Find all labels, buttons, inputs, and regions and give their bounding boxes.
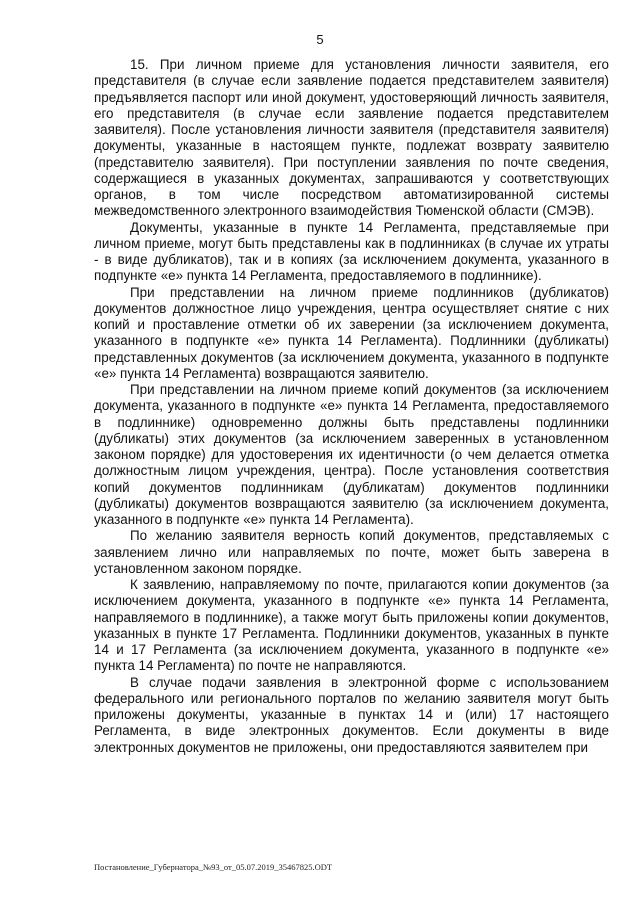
- paragraph-certification: По желанию заявителя верность копий документов, представляемых с заявлением лично или направляемых по почте, может быть заверена в установленном законом порядке.: [94, 528, 609, 576]
- paragraph-postal: К заявлению, направляемому по почте, прилагаются копии документов (за исключением документа, указанного в подпункте «е» пункта 14 Регламента, направляемого в подлиннике), а также могут быть приложены копии документов, указанных в пункте 17 Регламента. Подлинники документов, указанных в пункте 14 и 17 Регламента (за исключением документа, указанного в подпункте «е» пункта 14 Регламента) по почте не направляются.: [94, 577, 609, 674]
- paragraph-15: 15. При личном приеме для установления личности заявителя, его представителя (в случае если заявление подается представителем заявителя) предъявляется паспорт или иной документ, удостоверяющий личность заявителя, его представителя (в случае если заявление подается представителем заявителя). После установления личности заявителя (представителя заявителя) документы, указанные в настоящем пункте, подлежат возврату заявителю (представителю заявителя). При поступлении заявления по почте сведения, содержащиеся в указанных документах, запрашиваются у соответствующих органов, в том числе посредством автоматизированной системы межведомственного электронного взаимодействия Тюменской области (СМЭВ).: [94, 57, 609, 219]
- document-body: [94, 57, 609, 756]
- document-footer: Постановление_Губернатора_№93_от_05.07.2019_35467825.ODT: [94, 862, 333, 872]
- paragraph-originals-or-copies: Документы, указанные в пункте 14 Регламента, представляемые при личном приеме, могут быть представлены как в подлинниках (в случае их утраты - в виде дубликатов), так и в копиях (за исключением документа, указанного в подпункте «е» пункта 14 Регламента, предоставляемого в подлиннике).: [94, 219, 609, 284]
- paragraph-copies-presented: При представлении на личном приеме копий документов (за исключением документа, указанного в подпункте «е» пункта 14 Регламента, предоставляемого в подлиннике) одновременно должны быть представлены подлинники (дубликаты) этих документов (за исключением заверенных в установленном законом порядке) для удостоверения их идентичности (о чем делается отметка должностным лицом учреждения, центра). После установления соответствия копий документов подлинникам (дубликатам) документов подлинники (дубликаты) документов возвращаются заявителю (за исключением документа, указанного в подпункте «е» пункта 14 Регламента).: [94, 382, 609, 527]
- page-number: 5: [316, 32, 324, 47]
- paragraph-originals-presented: При представлении на личном приеме подлинников (дубликатов) документов должностное лицо учреждения, центра осуществляет снятие с них копий и проставление отметки об их заверении (за исключением документа, указанного в подпункте «е» пункта 14 Регламента). Подлинники (дубликаты) представленных документов (за исключением документа, указанного в подпункте «е» пункта 14 Регламента) возвращаются заявителю.: [94, 284, 609, 381]
- paragraph-electronic: В случае подачи заявления в электронной форме с использованием федерального или регионального порталов по желанию заявителя могут быть приложены документы, указанные в пунктах 14 и (или) 17 настоящего Регламента, в виде электронных документов. Если документы в виде электронных документов не приложены, они предоставляются заявителем при: [94, 674, 609, 755]
